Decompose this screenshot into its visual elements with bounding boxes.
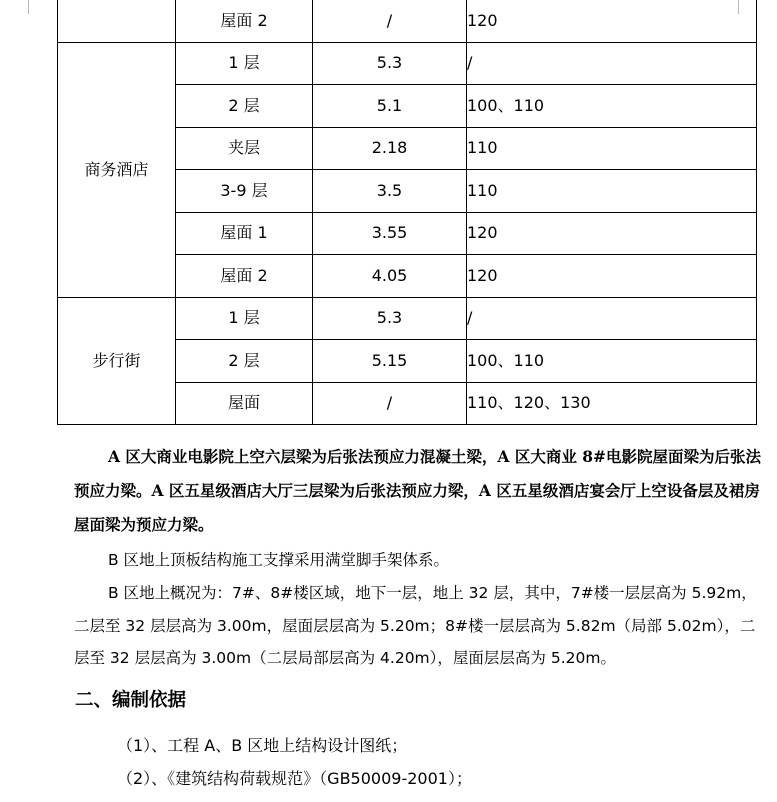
reference-item-1: （1）、工程 A、B 区地上结构设计图纸； (117, 736, 408, 755)
floor-spec-table (57, 0, 757, 425)
floor-height-cell: 5.1 (313, 85, 467, 128)
slab-thickness-cell: / (467, 42, 757, 85)
floor-height-cell: / (313, 382, 467, 425)
floor-height-cell: 5.15 (313, 340, 467, 383)
slab-thickness-cell: 100、110 (467, 85, 757, 128)
section-heading: 二、编制依据 (75, 690, 187, 711)
slab-thickness-cell: 120 (467, 0, 757, 42)
floor-height-cell: 3.55 (313, 212, 467, 255)
floor-cell: 屋面 2 (176, 0, 313, 42)
floor-cell: 夹层 (176, 127, 313, 170)
floor-cell: 屋面 (176, 382, 313, 425)
building-group-cell: 步行街 (58, 297, 176, 425)
slab-thickness-cell: 120 (467, 255, 757, 298)
table-row (58, 0, 757, 42)
paragraph-support-system: B 区地上顶板结构施工支撑采用满堂脚手架体系。 (108, 551, 450, 569)
slab-thickness-cell: 110 (467, 170, 757, 213)
floor-height-cell: 5.3 (313, 297, 467, 340)
slab-thickness-cell: 120 (467, 212, 757, 255)
slab-thickness-cell: 100、110 (467, 340, 757, 383)
floor-height-cell: 3.5 (313, 170, 467, 213)
floor-cell: 屋面 2 (176, 255, 313, 298)
margin-mark-left (28, 0, 29, 14)
floor-cell: 屋面 1 (176, 212, 313, 255)
building-group-cell (58, 0, 176, 42)
table-row (58, 297, 757, 340)
paragraph-prestress: A 区大商业电影院上空六层梁为后张法预应力混凝土梁，A 区大商业 8#电影院屋面梁为后张法预应力梁。A 区五星级酒店大厅三层梁为后张法预应力梁，A 区五星级酒店宴会厅上空设备层及裙房屋面梁为预应力梁。 (74, 447, 762, 534)
paragraph-zone-b-overview: B 区地上概况为：7#、8#楼区域，地下一层，地上 32 层，其中，7#楼一层层高为 5.92m，二层至 32 层层高为 3.00m，屋面层层高为 5.20m；8#楼一层层高为 5.82m（局部 5.02m），二层至 32 层层高为 3.00m（二层局部层高为 4.20m），屋面层层高为 5.20m。 (74, 584, 757, 667)
floor-height-cell: / (313, 0, 467, 42)
slab-thickness-cell: / (467, 297, 757, 340)
floor-height-cell: 2.18 (313, 127, 467, 170)
floor-cell: 2 层 (176, 85, 313, 128)
floor-cell: 3-9 层 (176, 170, 313, 213)
floor-cell: 1 层 (176, 297, 313, 340)
slab-thickness-cell: 110、120、130 (467, 382, 757, 425)
floor-height-cell: 4.05 (313, 255, 467, 298)
floor-cell: 2 层 (176, 340, 313, 383)
floor-height-cell: 5.3 (313, 42, 467, 85)
building-group-cell: 商务酒店 (58, 42, 176, 297)
reference-item-2: （2）、《建筑结构荷载规范》（GB50009-2001）； (117, 769, 472, 788)
floor-cell: 1 层 (176, 42, 313, 85)
slab-thickness-cell: 110 (467, 127, 757, 170)
table-row (58, 42, 757, 85)
